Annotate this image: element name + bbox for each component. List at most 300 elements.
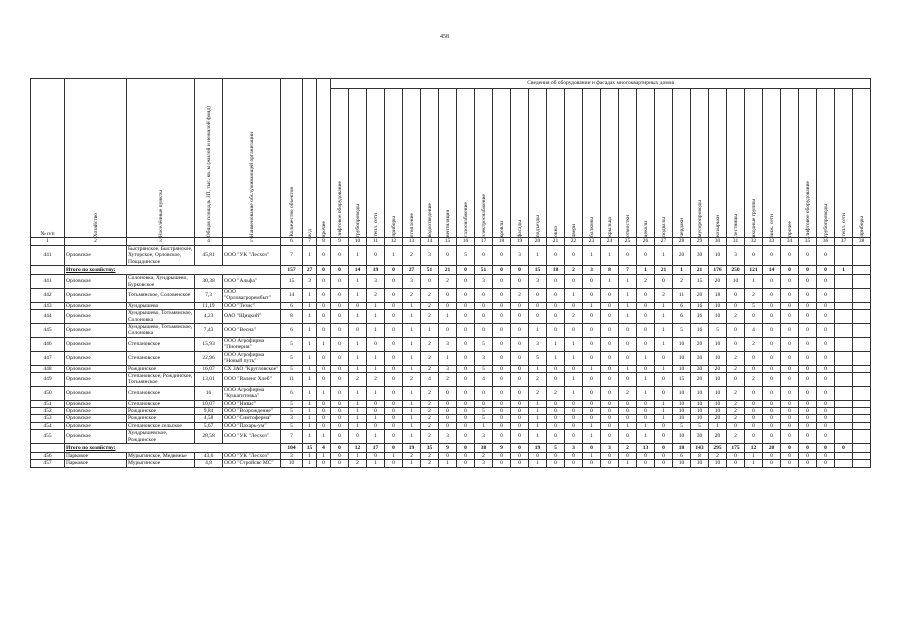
table-cell: 1 (303, 372, 317, 386)
table-cell: 443 (31, 302, 65, 309)
table-cell: Орловское (65, 372, 127, 386)
column-number: 7 (303, 238, 317, 246)
sub-col-header: кровли (493, 89, 511, 238)
table-row (31, 351, 871, 365)
page-number: 458 (440, 34, 449, 40)
table-cell: 0 (457, 386, 475, 400)
table-cell: Хундрышево (127, 302, 195, 309)
table-cell: 0 (493, 452, 511, 459)
table-cell: 1 (367, 365, 385, 372)
table-cell: 0 (781, 266, 799, 275)
table-cell: 5 (475, 415, 493, 422)
total-row (31, 266, 871, 275)
table-cell: 0 (331, 372, 349, 386)
table-cell: 1 (583, 452, 601, 459)
table-cell: 1 (529, 324, 547, 338)
table-cell: 449 (31, 372, 65, 386)
table-cell: 0 (439, 400, 457, 407)
table-cell: 1 (403, 365, 421, 372)
table-cell: 0 (385, 407, 403, 414)
sub-col-header: цоколи (637, 89, 655, 238)
table-cell (853, 407, 871, 414)
table-cell: 1 (655, 324, 673, 338)
table-cell: 0 (385, 386, 403, 400)
table-cell: 2 (421, 337, 439, 351)
table-cell: Парковое (65, 460, 127, 467)
table-cell: 1 (367, 386, 385, 400)
table-cell: 0 (493, 415, 511, 422)
table-cell: 0 (799, 415, 817, 422)
table-cell: 38 (475, 443, 493, 452)
table-cell: 0 (763, 275, 781, 289)
table-cell: 1 (349, 386, 367, 400)
table-cell: 15 (673, 372, 691, 386)
table-cell (835, 400, 853, 407)
table-cell: 21 (655, 266, 673, 275)
table-cell: 2 (421, 452, 439, 459)
table-cell: 0 (385, 422, 403, 429)
table-cell: 1 (303, 289, 317, 303)
table-cell: 0 (457, 324, 475, 338)
table-cell: 0 (547, 302, 565, 309)
table-cell: 0 (799, 266, 817, 275)
sub-col-header: водоотведение (421, 89, 439, 238)
table-cell: 1 (619, 365, 637, 372)
sub-col-header: электроснабжение (475, 89, 493, 238)
table-cell: 1 (619, 302, 637, 309)
table-cell: 1 (583, 422, 601, 429)
table-cell: Хундрышево, Тотьмянское, Солоновка (127, 310, 195, 324)
table-cell: 2 (529, 386, 547, 400)
table-cell: 11 (281, 372, 303, 386)
table-cell: 1 (367, 351, 385, 365)
column-number: 18 (493, 238, 511, 246)
sub-col-header: мусоропроводы (691, 89, 709, 238)
table-cell: ООО Агрофирма "Новый путь" (223, 351, 281, 365)
table-cell: 1 (317, 452, 331, 459)
table-cell: 1 (349, 415, 367, 422)
table-cell: 2 (727, 430, 745, 444)
table-cell: 0 (511, 302, 529, 309)
table-cell: 1 (655, 415, 673, 422)
table-cell: 0 (439, 289, 457, 303)
table-row (31, 400, 871, 407)
table-cell: 1 (303, 407, 317, 414)
table-cell: 0 (331, 386, 349, 400)
table-cell: 0 (331, 400, 349, 407)
table-cell: 0 (601, 386, 619, 400)
table-cell: 0 (547, 422, 565, 429)
table-cell: 2 (727, 351, 745, 365)
table-cell: 0 (439, 302, 457, 309)
table-cell: 0 (317, 266, 331, 275)
table-cell: 0 (763, 460, 781, 467)
table-cell: 2 (421, 310, 439, 324)
table-cell (853, 452, 871, 459)
table-cell: 0 (727, 460, 745, 467)
table-cell: 0 (637, 365, 655, 372)
table-cell: 0 (637, 246, 655, 266)
column-number: 31 (727, 238, 745, 246)
table-cell: 0 (637, 452, 655, 459)
table-cell: 10 (691, 400, 709, 407)
table-cell: 0 (817, 407, 835, 414)
table-cell: Мурыгинское, Медвежье (127, 452, 195, 459)
table-cell: 1 (637, 266, 655, 275)
table-cell: 20 (709, 430, 727, 444)
column-number: 3 (127, 238, 195, 246)
table-cell: 0 (511, 275, 529, 289)
table-cell (853, 266, 871, 275)
table-cell: 14 (281, 289, 303, 303)
table-cell: 0 (619, 324, 637, 338)
table-cell: Парковое (65, 452, 127, 459)
table-cell: 2 (673, 275, 691, 289)
table-cell: 2 (565, 310, 583, 324)
table-cell: 2 (439, 275, 457, 289)
table-cell: 0 (817, 460, 835, 467)
table-cell: 0 (331, 452, 349, 459)
table-cell: 1 (385, 452, 403, 459)
table-cell: 455 (31, 430, 65, 444)
table-cell: 1 (367, 415, 385, 422)
table-cell: 0 (781, 407, 799, 414)
table-cell: 0 (457, 430, 475, 444)
table-cell: 0 (799, 430, 817, 444)
table-cell: 0 (493, 275, 511, 289)
table-cell: 0 (601, 372, 619, 386)
table-cell: 0 (745, 407, 763, 414)
table-cell: 15 (281, 275, 303, 289)
table-cell: 0 (385, 302, 403, 309)
table-cell: 3 (475, 275, 493, 289)
table-cell: 1 (565, 351, 583, 365)
table-cell: 2 (511, 289, 529, 303)
table-cell: 10 (673, 351, 691, 365)
table-cell: 3 (421, 246, 439, 266)
table-cell: 1 (565, 337, 583, 351)
table-cell: 0 (565, 452, 583, 459)
table-cell: 30 (691, 430, 709, 444)
table-cell: 0 (727, 337, 745, 351)
col-rail-header: ж/д (303, 79, 317, 238)
table-cell: 1 (317, 430, 331, 444)
table-cell: 450 (31, 386, 65, 400)
table-cell: 12 (349, 443, 367, 452)
table-cell: 3 (281, 415, 303, 422)
table-cell: 1 (303, 430, 317, 444)
table-row (31, 365, 871, 372)
table-cell: 2 (421, 407, 439, 414)
table-cell: 0 (799, 289, 817, 303)
table-cell: Орловское (65, 407, 127, 414)
table-cell: 9,84 (195, 407, 223, 414)
table-cell: ООО "УК "Лесхоз" (223, 430, 281, 444)
table-cell: 16 (691, 324, 709, 338)
table-cell (853, 422, 871, 429)
table-cell: 2 (727, 310, 745, 324)
table-cell: Орловское (65, 351, 127, 365)
table-cell: 0 (439, 415, 457, 422)
table-cell: 2 (727, 415, 745, 422)
table-cell: 13 (637, 443, 655, 452)
table-cell: 2 (655, 289, 673, 303)
table-cell: 1 (367, 302, 385, 309)
table-cell: 444 (31, 310, 65, 324)
table-cell (853, 372, 871, 386)
table-cell: 0 (331, 337, 349, 351)
table-cell: 0 (817, 246, 835, 266)
table-cell: 1 (547, 351, 565, 365)
table-cell: 10 (709, 372, 727, 386)
table-cell: 1 (367, 430, 385, 444)
table-cell: 0 (817, 351, 835, 365)
table-cell: 20 (709, 415, 727, 422)
sub-col-header: козырьки (709, 89, 727, 238)
table-cell: 5 (673, 422, 691, 429)
table-cell: 0 (763, 415, 781, 422)
table-cell: ООО "УК "Лесхоз" (223, 452, 281, 459)
table-cell: 1 (403, 422, 421, 429)
table-cell: Степановское (127, 386, 195, 400)
table-cell: 0 (317, 289, 331, 303)
table-cell: 1 (655, 246, 673, 266)
table-cell: 0 (817, 324, 835, 338)
table-cell: 30 (691, 246, 709, 266)
table-cell: Орловское (65, 415, 127, 422)
table-cell: 0 (637, 460, 655, 467)
column-number: 5 (223, 238, 281, 246)
sub-col-header: газоснабжение (457, 89, 475, 238)
table-cell: 0 (511, 324, 529, 338)
table-cell: 10 (673, 337, 691, 351)
column-number: 6 (281, 238, 303, 246)
table-cell: 1 (601, 246, 619, 266)
sub-col-header: прочее (781, 89, 799, 238)
table-cell: 0 (367, 452, 385, 459)
column-number: 25 (619, 238, 637, 246)
col-org-header: Наименование обслуживающей организации (223, 79, 281, 238)
table-cell: 0 (511, 351, 529, 365)
table-cell: 1 (475, 422, 493, 429)
table-cell: 0 (385, 365, 403, 372)
table-cell: Тотьмянское, Соловенское (127, 289, 195, 303)
table-cell: 0 (655, 443, 673, 452)
table-cell: 0 (619, 337, 637, 351)
table-cell: 0 (565, 422, 583, 429)
table-cell: 0 (511, 266, 529, 275)
table-cell: Степановское (127, 337, 195, 351)
table-cell (835, 310, 853, 324)
col-num-header: № п/п (31, 79, 65, 238)
table-cell: 0 (763, 351, 781, 365)
table-cell: 445 (31, 324, 65, 338)
table-cell: 157 (281, 266, 303, 275)
table-cell: 1 (303, 452, 317, 459)
table-cell: 0 (493, 460, 511, 467)
table-cell: 2 (619, 443, 637, 452)
column-number: 36 (817, 238, 835, 246)
table-cell: 1 (303, 324, 317, 338)
table-cell: 0 (799, 337, 817, 351)
table-cell: 0 (781, 372, 799, 386)
table-cell: ООО "Орловагрорембыт" (223, 289, 281, 303)
table-cell: 0 (511, 337, 529, 351)
table-cell: 175 (727, 443, 745, 452)
table-cell: 1 (619, 310, 637, 324)
table-cell: 0 (349, 430, 367, 444)
table-cell: 0 (799, 372, 817, 386)
table-cell: 13,01 (195, 372, 223, 386)
column-number: 8 (317, 238, 331, 246)
table-cell: 0 (583, 275, 601, 289)
table-cell: 4,8 (195, 460, 223, 467)
table-cell: 441 (31, 246, 65, 266)
table-row (31, 415, 871, 422)
table-cell: 0 (781, 365, 799, 372)
table-cell (853, 275, 871, 289)
table-cell: 0 (835, 443, 853, 452)
table-cell: 1 (367, 460, 385, 467)
table-cell: 0 (763, 430, 781, 444)
table-cell: 0 (317, 415, 331, 422)
table-cell: 27 (303, 266, 317, 275)
table-cell: 0 (317, 407, 331, 414)
column-number: 1 (31, 238, 65, 246)
table-cell: 0 (781, 302, 799, 309)
table-cell: 0 (493, 430, 511, 444)
table-cell: 1 (349, 452, 367, 459)
table-cell (853, 386, 871, 400)
table-cell: 2 (421, 289, 439, 303)
column-number: 10 (349, 238, 367, 246)
table-cell (835, 386, 853, 400)
table-cell: 0 (817, 415, 835, 422)
table-cell: 0 (583, 324, 601, 338)
sub-col-header: трубопроводы (817, 89, 835, 238)
table-cell: 104 (281, 443, 303, 452)
column-number: 26 (637, 238, 655, 246)
table-cell: 0 (817, 302, 835, 309)
table-cell: 0 (601, 324, 619, 338)
table-cell: 0 (763, 310, 781, 324)
table-cell: 8 (691, 452, 709, 459)
table-cell: 0 (493, 351, 511, 365)
table-cell: 10 (727, 275, 745, 289)
table-cell: 0 (547, 275, 565, 289)
table-cell: 1 (349, 289, 367, 303)
table-cell: 0 (655, 430, 673, 444)
table-cell: 0 (457, 452, 475, 459)
table-cell: ОАО "Щицкий" (223, 310, 281, 324)
table-cell: 0 (439, 386, 457, 400)
table-cell: 3 (601, 443, 619, 452)
table-cell: 0 (799, 324, 817, 338)
table-cell: 1 (637, 351, 655, 365)
table-cell: 19 (403, 443, 421, 452)
table-cell: 20 (763, 443, 781, 452)
table-cell: 3 (511, 246, 529, 266)
table-cell: 0 (745, 351, 763, 365)
table-cell: 0 (727, 324, 745, 338)
table-cell: 250 (727, 266, 745, 275)
table-cell: 0 (385, 351, 403, 365)
table-cell: 14 (349, 266, 367, 275)
table-cell (853, 460, 871, 467)
table-cell: 0 (511, 443, 529, 452)
table-row (31, 289, 871, 303)
table-cell: 1 (547, 337, 565, 351)
column-number: 14 (421, 238, 439, 246)
table-cell: 0 (439, 324, 457, 338)
table-cell: 1 (583, 246, 601, 266)
table-cell: 1 (619, 460, 637, 467)
table-cell: 0 (385, 443, 403, 452)
table-cell: 1 (303, 246, 317, 266)
table-cell: 1 (403, 324, 421, 338)
table-row (31, 302, 871, 309)
table-cell: 0 (817, 430, 835, 444)
table-cell: 1 (403, 386, 421, 400)
table-cell: 0 (331, 266, 349, 275)
table-cell: 0 (637, 415, 655, 422)
table-cell: Степановское (127, 351, 195, 365)
column-number: 16 (457, 238, 475, 246)
table-cell: 3 (475, 460, 493, 467)
table-cell: 1 (349, 310, 367, 324)
table-cell: 8 (281, 310, 303, 324)
table-cell: 0 (817, 386, 835, 400)
table-cell: 0 (331, 310, 349, 324)
table-cell: 0 (799, 310, 817, 324)
table-cell: 10 (709, 310, 727, 324)
table-cell (853, 289, 871, 303)
table-cell: 0 (745, 365, 763, 372)
col-count-header: Количество объектов (281, 79, 303, 238)
table-cell: 1 (367, 310, 385, 324)
table-cell: 2 (421, 430, 439, 444)
column-number: 28 (673, 238, 691, 246)
table-cell (835, 337, 853, 351)
table-cell: 0 (619, 452, 637, 459)
table-cell: 3 (475, 351, 493, 365)
table-cell: 10 (281, 460, 303, 467)
table-cell: 0 (763, 386, 781, 400)
column-number: 29 (691, 238, 709, 246)
table-cell: 0 (637, 337, 655, 351)
table-cell: Рождинское (127, 407, 195, 414)
column-number: 34 (781, 238, 799, 246)
table-body (31, 246, 871, 468)
table-cell: 295 (709, 443, 727, 452)
table-cell: 0 (511, 422, 529, 429)
table-cell: 456 (31, 452, 65, 459)
table-cell: 0 (583, 337, 601, 351)
table-cell: 20 (709, 275, 727, 289)
table-cell: 2 (727, 407, 745, 414)
table-cell: 1 (745, 452, 763, 459)
table-cell: 3 (403, 275, 421, 289)
table-cell: 18 (547, 266, 565, 275)
table-cell: 12 (745, 443, 763, 452)
table-cell: 10 (673, 430, 691, 444)
table-cell: 1 (601, 275, 619, 289)
table-cell: 1 (583, 302, 601, 309)
column-number: 38 (853, 238, 871, 246)
table-cell: 1 (303, 415, 317, 422)
table-cell: 0 (583, 460, 601, 467)
table-cell: 1 (529, 415, 547, 422)
